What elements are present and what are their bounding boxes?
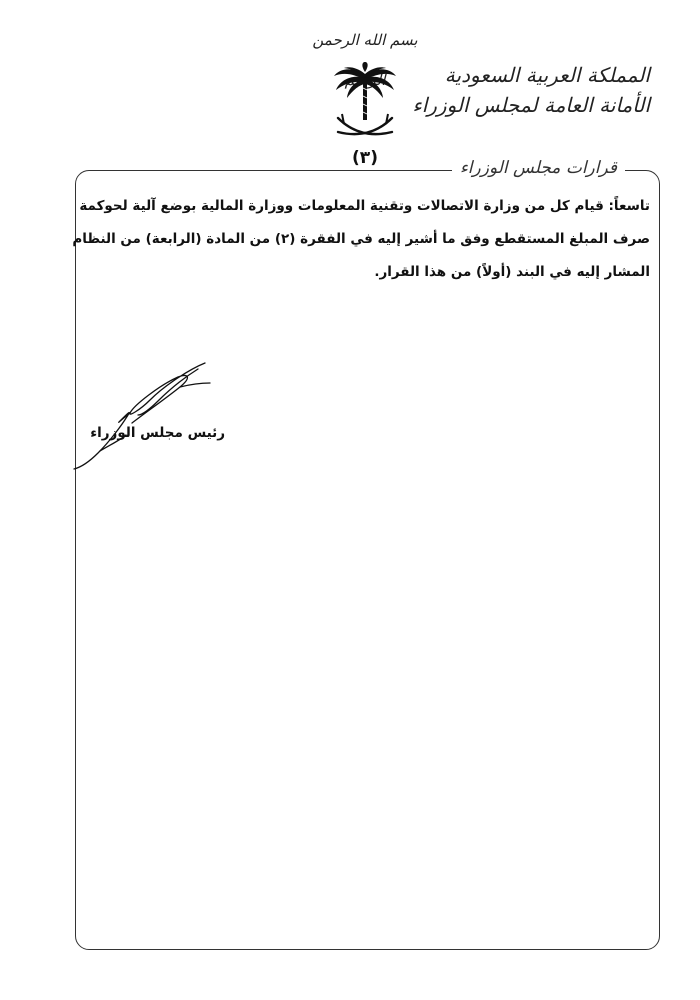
letterhead: [412, 60, 650, 120]
basmala-calligraphy: بسم الله الرحمن: [312, 31, 418, 49]
body-line-1: تاسعاً: قيام كل من وزارة الاتصالات وتقنية المعلومات ووزارة المالية بوضع آلية لحوكمة: [79, 198, 650, 214]
page-number: (٣): [352, 148, 378, 168]
palm-swords-emblem-icon: [330, 62, 400, 144]
letterhead-secretariat: الأمانة العامة لمجلس الوزراء: [412, 93, 650, 117]
body-line-2: صرف المبلغ المستقطع وفق ما أشير إليه في الفقرة (٢) من المادة (الرابعة) من النظام: [72, 231, 650, 247]
frame-label: قرارات مجلس الوزراء: [452, 158, 625, 178]
body-line-3: المشار إليه في البند (أولاً) من هذا القرار.: [374, 264, 650, 280]
handwritten-signature: [70, 355, 220, 470]
signatory-title: رئيس مجلس الوزراء: [90, 425, 225, 441]
letterhead-country: المملكة العربية السعودية: [444, 63, 650, 87]
decision-body: [72, 190, 650, 289]
